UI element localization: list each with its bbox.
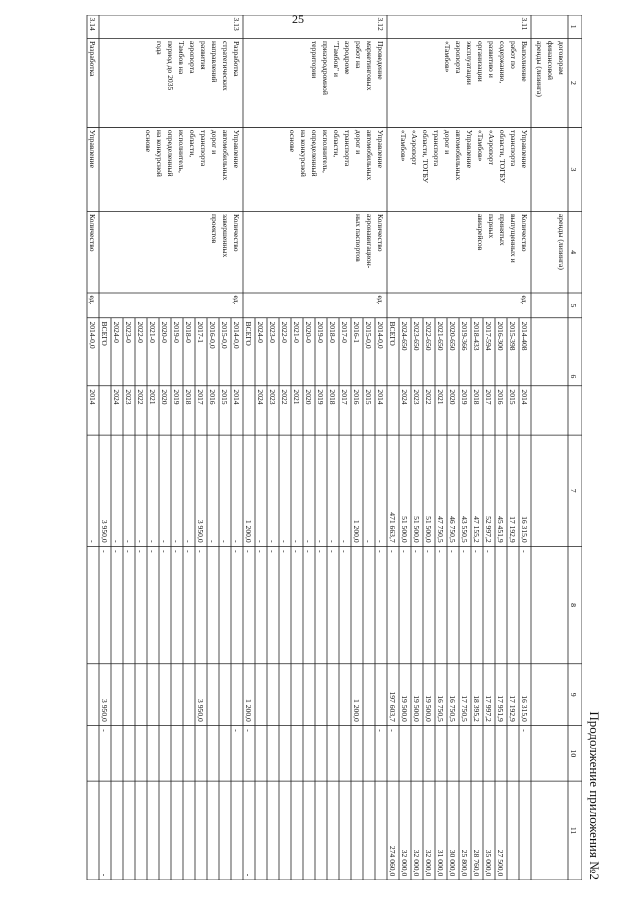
table-cell-text: ед.	[520, 295, 529, 305]
table-cell-text: области, ТОГБУ	[498, 129, 507, 183]
table-cell-text: -	[304, 550, 313, 553]
table-cell-text: 7	[569, 488, 578, 493]
table-cell-text: 3 950,0	[196, 519, 205, 543]
page-number: 25	[292, 12, 304, 26]
table-cell-text: Выполнение	[520, 40, 529, 82]
table-cell-text: 2018-0	[328, 321, 337, 343]
table-cell-text: 1 200,0	[244, 519, 253, 543]
table-cell-text: -	[436, 550, 445, 553]
table-cell-text: -	[376, 540, 385, 543]
table-cell-text: стратегических	[221, 40, 230, 91]
table-cell-text: 2021-650	[436, 321, 445, 351]
table-cell-text: «Тамбов»	[443, 40, 452, 73]
table-cell-text: 51 500,0	[424, 516, 433, 543]
table-cell-text: 2020	[160, 389, 169, 405]
table-cell-text: 2024-0	[256, 321, 265, 343]
table-cell-text: -	[124, 540, 133, 543]
table-cell-text: -	[292, 540, 301, 543]
table-cell-text: развития	[199, 40, 208, 70]
table-cell-text: 2023	[412, 389, 421, 405]
table-cell-text: содержанию,	[498, 40, 507, 84]
table-cell-text: 2023	[124, 389, 133, 405]
table-cell-text: -	[232, 729, 241, 732]
table-cell-text: 35 000,0	[484, 849, 493, 877]
table-cell-text: Количество	[88, 213, 97, 252]
table-cell-text: 2024-0	[112, 321, 121, 343]
table-cell-text: -	[460, 550, 469, 553]
table-cell-text: -	[484, 550, 493, 553]
table-cell-text: года	[155, 40, 164, 55]
table-cell-text: Количество	[520, 213, 529, 252]
table-cell-text: транспорта	[432, 129, 441, 167]
table-cell-text: 9	[569, 692, 578, 697]
table-cell-text: работ на	[354, 40, 363, 69]
table-cell-text: 11	[569, 826, 578, 835]
table-cell-text: 2021-0	[148, 321, 157, 343]
table-cell-text: аренды (лизинга)	[535, 40, 544, 97]
table-cell-text: аэронавигацион-	[365, 213, 374, 269]
table-cell-text: 2018	[472, 389, 481, 405]
table-cell-text: 17 192,9	[508, 695, 517, 722]
table-cell-text: 3 950,0	[196, 699, 205, 722]
table-cell-text: 32 000,0	[400, 849, 409, 877]
table-cell-text: -	[424, 550, 433, 553]
table-cell-text: 2023-0	[268, 321, 277, 343]
table-cell-text: дорог и	[210, 129, 219, 155]
table-cell-text: -	[112, 550, 121, 553]
table-cell-text: эксплуатации	[465, 40, 474, 85]
table-cell-text: исполнитель,	[321, 129, 330, 173]
table-cell-text: «Тамбов»	[399, 129, 408, 162]
table-cell-text: на конкурсной	[299, 129, 308, 177]
table-cell-text: исполнитель,	[177, 129, 186, 173]
table-cell-text: «Аэропорт	[487, 129, 496, 165]
table-cell-text: ВСЕГО	[388, 321, 397, 346]
table-cell-text: 2015	[364, 389, 373, 405]
table-cell-text: -	[136, 540, 145, 543]
table-cell-text: определенный	[166, 129, 175, 177]
table-cell-text: аэродроме	[343, 40, 352, 75]
table-cell-text: -	[124, 550, 133, 553]
table-cell-text: ных паспортов	[354, 213, 363, 262]
table-cell-text: 51 500,0	[412, 516, 421, 543]
table-cell-text: -	[112, 540, 121, 543]
table-cell-text: аэропорта	[188, 40, 197, 74]
table-cell-text: 3.14	[88, 17, 97, 31]
table-cell-text: 2019-366	[460, 321, 469, 351]
table-cell-text: -	[208, 540, 217, 543]
table-cell-text: дорог и	[443, 129, 452, 155]
table-cell-text: Управление	[232, 129, 241, 169]
table-cell-text: 2016-1	[352, 321, 361, 343]
table-cell-text: -	[400, 550, 409, 553]
table-cell-text: -	[184, 550, 193, 553]
table-cell-text: работ по	[509, 40, 518, 69]
table-cell-text: финансовой	[546, 40, 555, 80]
table-cell-text: 2017	[196, 389, 205, 405]
table-cell-text: -	[520, 550, 529, 553]
table-cell-text: области,	[332, 129, 341, 158]
table-cell-text: 2015	[220, 389, 229, 405]
table-cell-text: 1 200,0	[244, 699, 253, 722]
table-cell-text: автомобильных	[454, 129, 463, 181]
table-cell-text: 2015-0,0	[220, 321, 229, 349]
table-cell-text: -	[340, 550, 349, 553]
table-cell-text: 2021	[148, 389, 157, 405]
table-cell-text: 27 500,0	[496, 849, 505, 877]
table-cell-text: проектов	[210, 213, 219, 244]
table-cell-text: -	[280, 550, 289, 553]
table-cell-text: Управление	[465, 129, 474, 169]
table-cell-text: 45 451,9	[496, 516, 505, 543]
table-cell-text: -	[292, 550, 301, 553]
table-cell-text: 3.11	[520, 17, 529, 31]
table-cell-text: Управление	[376, 129, 385, 169]
table-cell-text: 47 750,5	[436, 516, 445, 543]
table-cell-text: 2017-594	[484, 321, 493, 351]
table-cell-text: -	[100, 873, 109, 877]
table-cell-text: -	[256, 550, 265, 553]
table-cell-text: 28 760,0	[472, 849, 481, 877]
table-cell-text: 2024	[400, 389, 409, 405]
table-cell-text: транспорта	[509, 129, 518, 167]
table-cell-text: маркетинговых	[365, 40, 374, 91]
table-cell-text: 2023-0	[124, 321, 133, 343]
table-cell-text: -	[304, 540, 313, 543]
table	[54, 15, 582, 880]
table-cell-text: ед.	[376, 295, 385, 305]
table-cell-text: 2020-0	[304, 321, 313, 343]
table-cell-text: 2017	[484, 389, 493, 405]
table-cell-text: 2019	[316, 389, 325, 405]
table-cell-text: -	[388, 729, 397, 732]
table-cell-text: определенный	[310, 129, 319, 177]
table-cell-text: -	[100, 729, 109, 732]
table-cell-text: территории	[310, 40, 319, 79]
table-cell-text: приаэродромной	[321, 40, 330, 95]
table-cell-text: -	[88, 540, 97, 543]
table-cell-text: 2019-0	[172, 321, 181, 343]
table-cell-text: Управление	[520, 129, 529, 169]
table-cell-text: 2024-650	[400, 321, 409, 351]
table-cell-text: 1 200,0	[352, 519, 361, 543]
table-cell-text: 8	[569, 603, 578, 608]
table-cell-text: "Тамбов" и	[332, 40, 341, 77]
table-cell-text: 2022	[280, 389, 289, 405]
table-cell-text: -	[148, 550, 157, 553]
table-cell-text: завершенных	[221, 213, 230, 258]
table-cell-text: -	[136, 550, 145, 553]
table-cell-text: -	[244, 873, 253, 877]
table-cell-text: 274 060,0	[388, 845, 397, 877]
table-cell-text: основе	[288, 129, 297, 153]
table-cell-text: 32 000,0	[424, 849, 433, 877]
table-cell-text: 2014	[88, 389, 97, 405]
page-title: Продолжение приложения №2	[587, 711, 602, 880]
table-cell-text: основе	[144, 129, 153, 153]
table-cell-text: дорог и	[354, 129, 363, 155]
table-cell-text: Разработка	[232, 40, 241, 77]
table-cell-text: 2017-0	[340, 321, 349, 343]
table-cell-text: 2014-0,0	[232, 321, 241, 349]
table-cell-text: -	[232, 550, 241, 553]
table-cell-text: -	[340, 540, 349, 543]
table-cell-text: 2022	[424, 389, 433, 405]
table-cell-text: 2016	[352, 389, 361, 405]
table-cell-text: автомобильных	[221, 129, 230, 181]
table-cell-text: автомобильных	[365, 129, 374, 181]
table-cell-text: -	[244, 550, 253, 553]
table-cell-text: развитию и	[487, 40, 496, 78]
table-cell-text: транспорта	[199, 129, 208, 167]
table-cell-text: 16 750,5	[448, 695, 457, 722]
table-cell-text: области, ТОГБУ	[421, 129, 430, 183]
table-cell-text: 2	[569, 81, 578, 85]
table-cell-text: 2017-1	[196, 321, 205, 343]
table-cell-text: 2017	[340, 389, 349, 405]
table-cell-text: направлений	[210, 40, 219, 83]
table-cell-text: авиарейсов	[476, 213, 485, 251]
table-cell-text: 32 000,0	[412, 849, 421, 877]
table-cell-text: 25 800,0	[460, 849, 469, 877]
table-cell-text: 2021-0	[292, 321, 301, 343]
table-cell-text: 2019-0	[316, 321, 325, 343]
table-cell-text: 52 997,2	[484, 516, 493, 543]
table-cell-text: -	[520, 729, 529, 732]
table-cell-text: Управление	[88, 129, 97, 169]
table-cell-text: 2021	[292, 389, 301, 405]
table-cell-text: 30 000,0	[448, 849, 457, 877]
table-cell-text: 2020-0	[160, 321, 169, 343]
table-cell-text: 17 192,9	[508, 516, 517, 543]
table-cell-text: 3	[569, 167, 578, 172]
table-cell-text: -	[364, 540, 373, 543]
table-cell-text: 2014-0,0	[88, 321, 97, 349]
table-cell-text: 2014	[520, 389, 529, 405]
table-cell-text: -	[328, 550, 337, 553]
table-cell-text: на конкурсной	[155, 129, 164, 177]
rotated-page	[50, 15, 610, 890]
table-cell-text: парных	[487, 213, 496, 239]
table-cell-text: выпущенных и	[509, 213, 518, 263]
table-cell-text: -	[148, 540, 157, 543]
table-cell-text: Проведение	[376, 40, 385, 80]
table-cell-text: 1 200,0	[352, 699, 361, 722]
table-cell-text: 2024	[112, 389, 121, 405]
table-cell-text: 2018	[184, 389, 193, 405]
table-cell-text: 16 315,0	[520, 516, 529, 543]
table-cell-text: 10	[569, 749, 578, 758]
table-cell-text: «Тамбов»	[476, 129, 485, 162]
table-cell-text: -	[100, 550, 109, 553]
table-cell-text: -	[244, 729, 253, 732]
table-cell-text: -	[280, 540, 289, 543]
table-cell-text: транспорта	[343, 129, 352, 167]
table-cell-text: 2022-650	[424, 321, 433, 351]
table-cell-text: -	[220, 540, 229, 543]
table-cell-text: -	[268, 550, 277, 553]
table-cell-text: -	[268, 540, 277, 543]
table-cell-text: 2015	[508, 389, 517, 405]
table-cell-text: -	[472, 550, 481, 553]
table-cell-text: 17 750,5	[460, 695, 469, 722]
table-cell-text: Количество	[232, 213, 241, 252]
table-cell-text: 16 315,0	[520, 695, 529, 722]
table-cell-text: -	[412, 550, 421, 553]
table-cell-text: -	[376, 729, 385, 732]
table-cell-text: 2015-398	[508, 321, 517, 351]
table-cell-text: 2016-300	[496, 321, 505, 351]
table-cell-text: -	[316, 540, 325, 543]
table-cell-text: 46 750,5	[448, 516, 457, 543]
table-cell-text: 18 395,2	[472, 695, 481, 722]
table-cell-text: -	[388, 550, 397, 553]
table-cell-text: 2022	[136, 389, 145, 405]
table-cell-text: 3.12	[376, 17, 385, 31]
table-cell-text: области,	[188, 129, 197, 158]
table-cell-text: 2018-433	[472, 321, 481, 351]
table-cell-text: -	[196, 550, 205, 553]
table-cell-text: ед.	[88, 295, 97, 305]
table-cell-text: 2022-0	[280, 321, 289, 343]
table-cell-text: 2016	[208, 389, 217, 405]
table-cell-text: Количество	[376, 213, 385, 252]
table-cell-text: -	[232, 540, 241, 543]
table-cell-text: 5	[569, 303, 578, 308]
table-cell-text: организации	[476, 40, 485, 82]
table-cell-text: 51 500,0	[400, 516, 409, 543]
table-cell-text: 17 997,2	[484, 695, 493, 722]
table-cell-text: 2023-650	[412, 321, 421, 351]
table-cell-text: 43 550,5	[460, 516, 469, 543]
table-cell-text: -	[316, 550, 325, 553]
table-cell-text: 2021	[436, 389, 445, 405]
table-cell-text: 471 663,7	[388, 512, 397, 543]
table-cell-text: -	[376, 550, 385, 553]
table-cell-text: Разработка	[88, 40, 97, 77]
table-cell-text: 2019	[460, 389, 469, 405]
table-cell-text: ед.	[232, 295, 241, 305]
table-cell-text: 4	[569, 250, 578, 255]
table-cell-text: -	[172, 550, 181, 553]
table-cell-text: -	[328, 540, 337, 543]
table-cell-text: 3 950,0	[100, 519, 109, 543]
table-cell-text: 31 000,0	[436, 849, 445, 877]
table-cell-text: 2020	[448, 389, 457, 405]
table-cell-text: 16 750,5	[436, 695, 445, 722]
table-cell-text: 2016	[496, 389, 505, 405]
table-cell-text: 2020	[304, 389, 313, 405]
table-cell-text: 197 603,7	[388, 691, 397, 722]
table-cell-text: 19 500,0	[412, 695, 421, 722]
table-cell-text: -	[184, 540, 193, 543]
table-cell-text: принятых	[498, 213, 507, 246]
table-cell-text: 2015-0,0	[364, 321, 373, 349]
table-cell-text: 2016-0,0	[208, 321, 217, 349]
table-cell-text: ВСЕГО	[244, 321, 253, 346]
table-cell-text: 47 155,2	[472, 516, 481, 543]
table-cell-text: период до 2035	[166, 40, 175, 91]
table-cell-text: 2014	[232, 389, 241, 405]
table-cell-text: 2020-650	[448, 321, 457, 351]
table-cell-text: 19 500,0	[400, 695, 409, 722]
table-cell-text: 2023	[268, 389, 277, 405]
table-cell-text: 2018	[328, 389, 337, 405]
table-cell-text: аренды (лизинга)	[557, 213, 566, 270]
table-cell-text: -	[256, 540, 265, 543]
table-cell-text: 2018-0	[184, 321, 193, 343]
table-cell-text: ВСЕГО	[100, 321, 109, 346]
table-cell-text: 2024	[256, 389, 265, 405]
table-cell-text: 2014-0,0	[376, 321, 385, 349]
table-cell-text: -	[160, 550, 169, 553]
table-cell-text: 2014	[376, 389, 385, 405]
table-cell-text: 2022-0	[136, 321, 145, 343]
table-cell-text: Тамбов на	[177, 40, 186, 75]
table-cell-text: договорам	[557, 40, 566, 75]
table-cell-text: «Аэропорт	[410, 129, 419, 165]
table-cell-text: 19 500,0	[424, 695, 433, 722]
table-cell-text: 2019	[172, 389, 181, 405]
table-cell-text: 17 951,9	[496, 695, 505, 722]
table-cell-text: 3 950,0	[100, 699, 109, 722]
table-cell-text: аэропорта	[454, 40, 463, 74]
table-cell-text: -	[160, 540, 169, 543]
table-cell-text: 2014-408	[520, 321, 529, 351]
table-cell-text: 6	[569, 374, 578, 379]
table-cell-text: -	[448, 550, 457, 553]
table-cell-text: 3.13	[232, 17, 241, 31]
table-cell-text: -	[172, 540, 181, 543]
table-cell-text: 1	[569, 24, 578, 29]
